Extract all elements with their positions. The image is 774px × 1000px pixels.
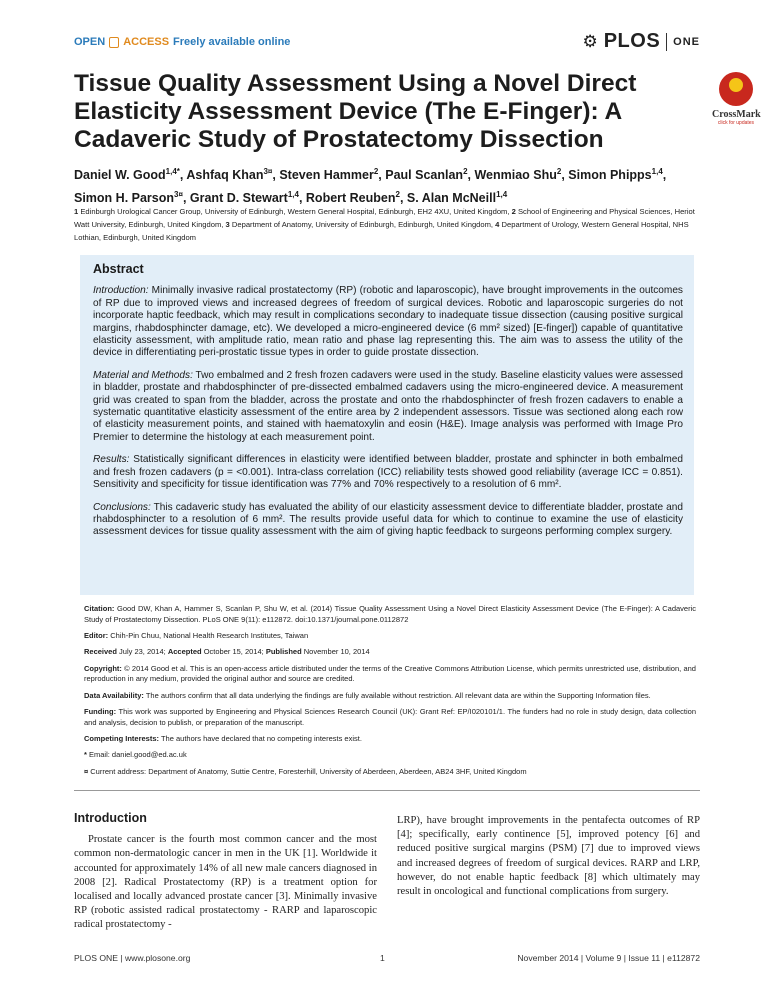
metadata-text: Chih-Pin Chuu, National Health Research Institutes, Taiwan xyxy=(110,631,309,641)
author-name: Simon Phipps xyxy=(568,168,652,183)
introduction-heading: Introduction xyxy=(74,811,147,825)
abstract-section-text: Statistically significant differences in elasticity were identified between bladder, prostate and sphincter in both embalmed and fresh frozen cadavers (p = <0.001). Intra-class correlation (ICC) reliability tests showed good reliability (average ICC = 0.851). Sensitivity and specificity for tissue identification was 77% and 70% respectively to a resolution of 6 mm². xyxy=(93,454,683,491)
abstract-section-label: Introduction: xyxy=(93,285,149,297)
affiliation-text: School of Engineering and Physical Sciences, Heriot Watt University, Edinburgh, United Kingdom, xyxy=(74,207,695,229)
open-access-banner xyxy=(74,36,290,48)
open-label: OPEN xyxy=(74,36,106,48)
metadata-item xyxy=(84,664,696,686)
affiliation-text: Department of Anatomy, University of Edinburgh, Edinburgh, United Kingdom, xyxy=(231,219,494,229)
author-affiliation-marker: 2 xyxy=(373,167,379,176)
author-affiliation-marker: 2 xyxy=(395,190,400,200)
abstract-section xyxy=(93,454,683,491)
author-affiliation-marker: 2 xyxy=(463,167,468,176)
metadata-text: Email: daniel.good@ed.ac.uk xyxy=(89,750,187,760)
crossmark-sub: click for updates xyxy=(717,120,755,126)
metadata-item xyxy=(84,631,696,642)
received-label: Received xyxy=(84,647,117,657)
author-affiliation-marker: 1,4* xyxy=(165,167,180,176)
accepted-label: Accepted xyxy=(167,647,202,657)
metadata-item xyxy=(84,767,696,778)
metadata-item xyxy=(84,691,696,702)
logo-divider xyxy=(666,33,667,51)
affiliations xyxy=(74,206,704,244)
metadata-item xyxy=(84,734,696,745)
metadata-text: © 2014 Good et al. This is an open-access article distributed under the terms of the Creative Commons Attribution License, which permits unrestricted use, distribution, and reproduction in any medium, provided the original author and source are credited. xyxy=(84,663,696,684)
journal-name: PLOS xyxy=(603,30,661,52)
article-title: Tissue Quality Assessment Using a Novel Direct Elasticity Assessment Device (The E-Finger): A Cadaveric Study of Prostatectomy Dissection xyxy=(74,70,637,153)
metadata-text: This work was supported by Engineering and Physical Sciences Research Council (UK): Grant Ref: EP/I020101/1. The funders had no role in study design, data collection and analysis, decision to publish, or preparation of the manuscript. xyxy=(84,707,697,727)
author-affiliation-marker: 3¤ xyxy=(174,190,183,200)
abstract-section-text: This cadaveric study has evaluated the ability of our elasticity assessment device to differentiate bladder, prostate and rhabdosphincter to a resolution of 6 mm². The results provide useful data for which to continue to examine the use of elasticity assessment devices for tissue quality assessment with the aim of giving haptic feedback to surgeons performing complex surgery. xyxy=(93,501,683,538)
metadata-text: The authors have declared that no competing interests exist. xyxy=(160,734,362,744)
abstract-section xyxy=(93,285,683,359)
page-number: 1 xyxy=(380,953,385,963)
author-affiliation-marker: 1,4 xyxy=(651,167,663,176)
affiliation-number: 4 xyxy=(495,219,500,229)
introduction-paragraph-continued: LRP), have brought improvements in the pentafecta outcomes of RP [4]; specifically, early continence [5], improved potency [6] and reduced positive surgical margins (PSM) [7] due to improved views and increased degrees of freedom of surgical devices. RARP and LRP, however, do not enable haptic feedback [8] which ultimately may result in oncological and functional complications from surgery. xyxy=(397,815,700,898)
metadata-text: Good DW, Khan A, Hammer S, Scanlan P, Shu W, et al. (2014) Tissue Quality Assessment Using a Novel Direct Elasticity Assessment Device (The E-Finger): A Cadaveric Study of Prostatectomy Dissection. PLoS ONE 9(11): e112872. doi:10.1371/journal.pone.0112872 xyxy=(84,604,696,624)
metadata-label: ¤ xyxy=(84,766,89,776)
abstract-section-label: Material and Methods: xyxy=(93,369,193,381)
abstract-section xyxy=(93,370,683,444)
metadata-item xyxy=(84,604,696,626)
metadata-label: Editor: xyxy=(84,631,109,641)
abstract-box xyxy=(80,255,694,595)
author-name: Daniel W. Good xyxy=(74,168,166,183)
metadata-label: * xyxy=(84,750,87,760)
author-affiliation-marker: 2 xyxy=(556,167,562,176)
journal-suffix: ONE xyxy=(673,35,700,48)
crossmark-label: CrossMark xyxy=(712,109,761,120)
author-name: Paul Scanlan xyxy=(385,168,464,183)
metadata-label: Copyright: xyxy=(84,663,122,673)
metadata-label: Citation: xyxy=(84,604,115,613)
footer-issue: November 2014 | Volume 9 | Issue 11 | e112872 xyxy=(517,953,700,963)
abstract-section-text: Two embalmed and 2 fresh frozen cadavers were used in the study. Baseline elasticity values were assessed in bladder, prostate and rhabdosphincter of pre-dissected embalmed cadavers using the micro-engineered device. A measurement grid was created to span from the bladder, across the prostate and onto the rhabdosphincter of fresh frozen cadavers to enable a systematic quantitative elasticity assessment of the entire area by 2 independent assessors. Tissue was sectioned along each row of elasticity measurement points, and stained with haematoxylin and eosin (H&E). Image analysis was performed with Image Pro Premier to determine the histology at each measurement point. xyxy=(93,369,684,443)
author-name: Robert Reuben xyxy=(305,191,396,206)
author-name: Simon H. Parson xyxy=(74,191,175,206)
author-name: Wenmiao Shu xyxy=(474,168,557,183)
affiliation-text: Edinburgh Urological Cancer Group, University of Edinburgh, Western General Hospital, Edinburgh, EH2 4XU, United Kingdom, xyxy=(80,207,510,216)
crossmark-badge[interactable] xyxy=(712,72,760,126)
metadata-text: The authors confirm that all data underlying the findings are fully available without restriction. All relevant data are within the Supporting Information files. xyxy=(145,690,651,700)
affiliation-number: 2 xyxy=(511,207,516,216)
accepted-date: October 15, 2014; xyxy=(203,647,264,657)
abstract-section-text: Minimally invasive radical prostatectomy (RP) (robotic and laparoscopic), have brought improvements in the outcomes of RP due to improved views and increased degrees of freedom of surgical devices. Robotic and laparoscopic surgeries do not incorporate haptic feedback, which may result in complications secondary to inadequate tissue dissection (causing positive surgical margins, rhabdosphincter damage, etc). We developed a micro-engineered device (6 mm² sized) [E-finger]) capable of quantitative elasticity assessment, with amplitude ratio, mean ratio and phase lag representing this. The aim was to assess the utility of the device in differentiating peri-prostatic tissue types in order to guide prostate dissection. xyxy=(93,285,683,359)
author-name: Ashfaq Khan xyxy=(186,168,264,183)
article-metadata xyxy=(84,604,696,783)
author-affiliation-marker: 3¤ xyxy=(263,167,273,176)
introduction-right-column xyxy=(397,814,700,899)
author-name: S. Alan McNeill xyxy=(406,191,497,206)
metadata-label: Competing Interests: xyxy=(84,734,160,744)
published-date: November 10, 2014 xyxy=(303,647,370,657)
metadata-label: Data Availability: xyxy=(84,690,144,700)
access-label: ACCESS xyxy=(123,36,170,48)
affiliation-number: 3 xyxy=(225,219,230,229)
freely-available-label: Freely available online xyxy=(173,36,291,48)
author-affiliation-marker: 1,4 xyxy=(496,190,508,200)
author-affiliation-marker: 1,4 xyxy=(287,190,299,200)
author-list: Daniel W. Good$^{1,4*}$, Ashfaq Khan$^{3¤}$, Steven Hammer$^2$, Paul Scanlan$^2$, Wenmiao Shu$^2$, Simon Phipps$^{1,4}$, Simon H. Parson$^{3¤}$, Grant D. Stewart$^{1,4}$, Robert Reuben$^2$, S. Alan McNeill$^{1,4}$ xyxy=(74,167,667,206)
abstract-section-label: Conclusions: xyxy=(93,501,151,513)
open-access-lock-icon xyxy=(109,37,119,48)
metadata-item xyxy=(84,750,696,761)
metadata-text: Current address: Department of Anatomy, Suttie Centre, Foresterhill, University of Aberdeen, Aberdeen, AB24 3HF, United Kingdom xyxy=(90,766,527,776)
section-divider xyxy=(74,790,700,791)
metadata-label: Funding: xyxy=(84,707,117,717)
author-name: Steven Hammer xyxy=(279,168,374,183)
introduction-left-column xyxy=(74,811,377,933)
footer-journal[interactable]: PLOS ONE | www.plosone.org xyxy=(74,953,191,963)
abstract-section xyxy=(93,502,683,539)
abstract-section-label: Results: xyxy=(93,454,130,466)
publication-dates xyxy=(84,647,696,658)
author-name: Grant D. Stewart xyxy=(189,191,288,206)
received-date: July 23, 2014; xyxy=(119,647,166,657)
abstract-heading: Abstract xyxy=(93,262,144,276)
introduction-paragraph: Prostate cancer is the fourth most common cancer and the most common non-dermatologic cancer in men in the UK [1]. Worldwide it accounted for approximately 14% of all new male cancers diagnosed in 2008 [2]. Radical Prostatectomy (RP) is a treatment option for localised and locally advanced prostate cancer [3]. Minimally invasive RP (robotic assisted radical prostatectomy - RARP and laparoscopic radical prostatectomy - xyxy=(74,834,377,931)
affiliation-number: 1 xyxy=(74,207,79,216)
published-label: Published xyxy=(265,647,302,657)
metadata-item xyxy=(84,707,696,729)
affiliation-text: Department of Urology, Western General Hospital, NHS Lothian, Edinburgh, United Kingdom xyxy=(74,219,689,242)
plos-gear-icon: ⚙ xyxy=(582,31,598,51)
journal-logo[interactable] xyxy=(582,30,700,53)
crossmark-icon xyxy=(719,72,753,106)
